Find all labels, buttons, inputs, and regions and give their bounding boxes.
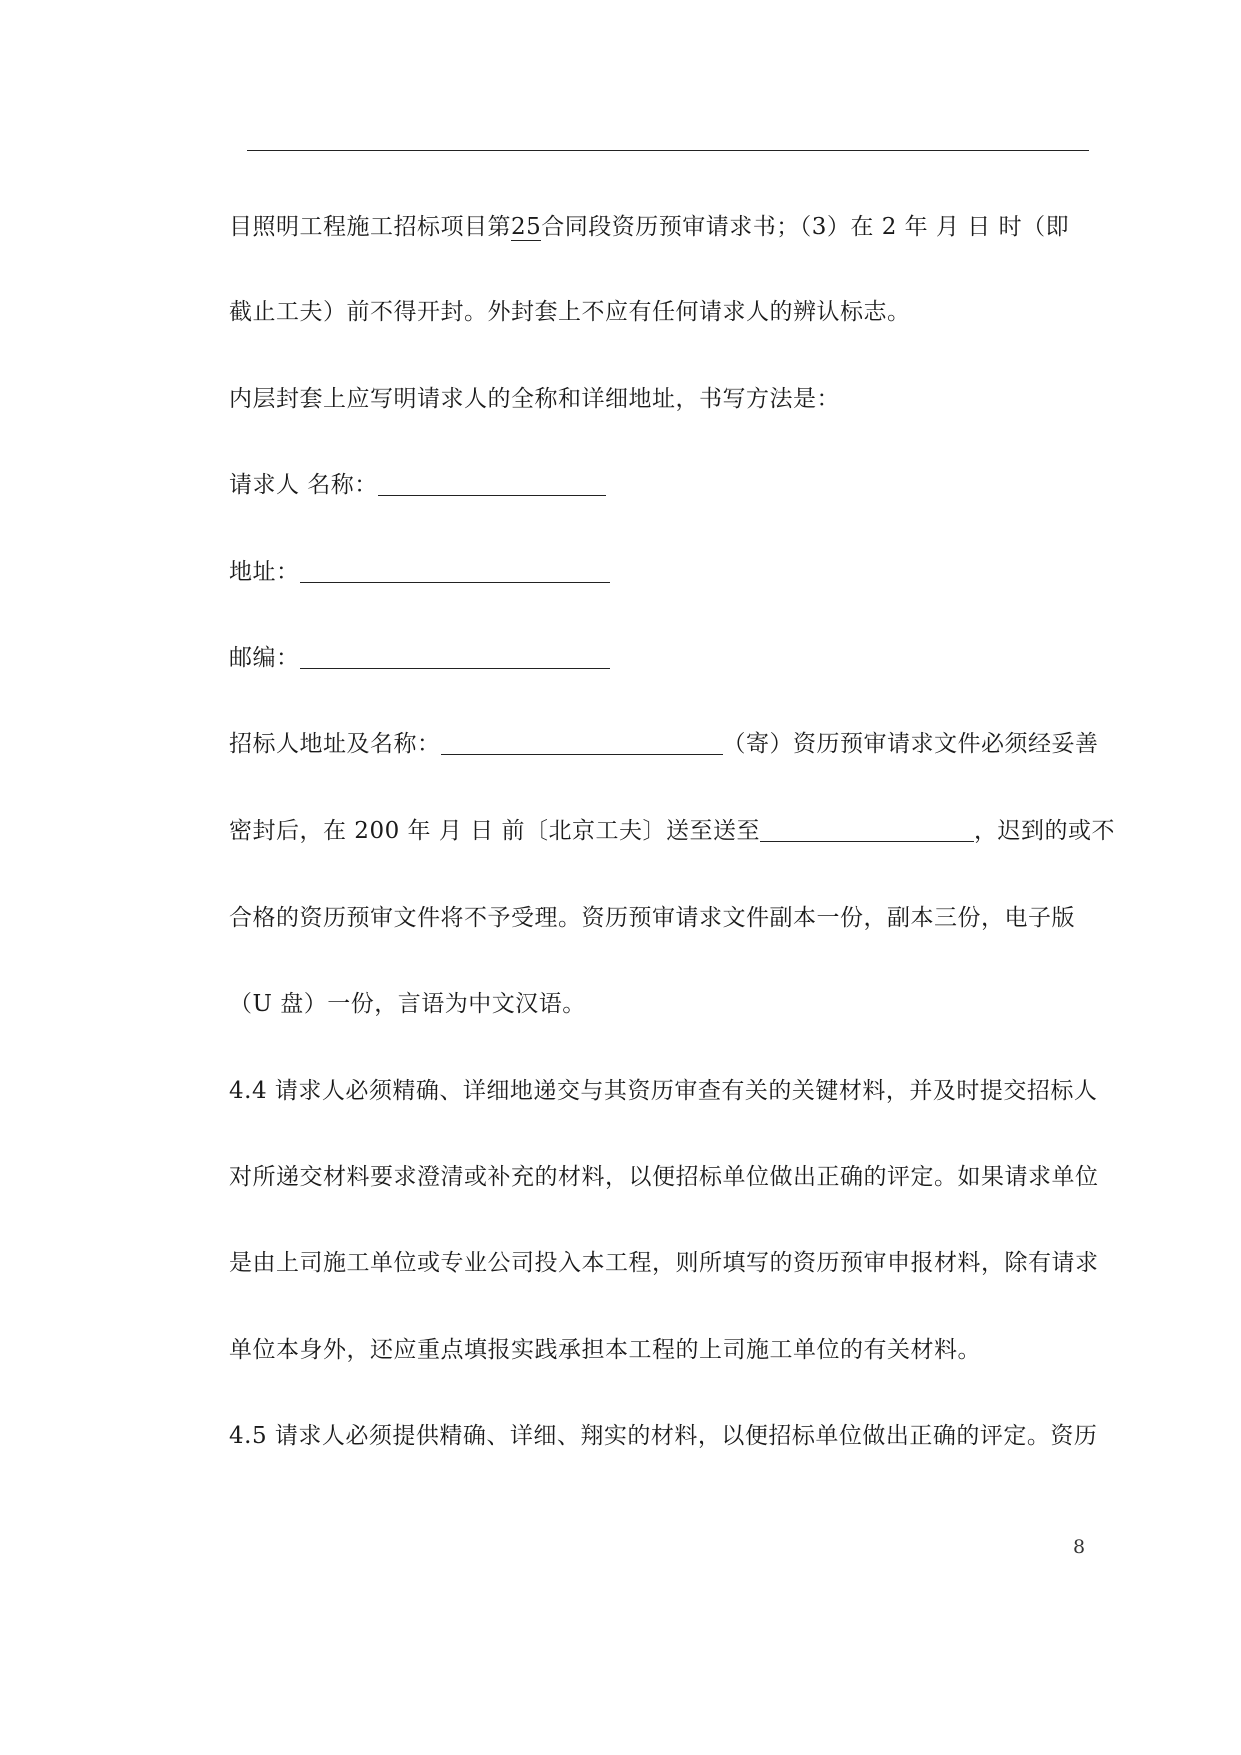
clause-4-4-line-3: 是由上司施工单位或专业公司投入本工程，则所填写的资历预审申报材料，除有请求 <box>229 1250 1099 1276</box>
applicant-name-blank <box>378 473 606 496</box>
text-line-3: 内层封套上应写明请求人的全称和详细地址，书写方法是： <box>229 386 840 412</box>
text-line-9: 合格的资历预审文件将不予受理。资历预审请求文件副本一份，副本三份，电子版 <box>229 905 1075 931</box>
text-line-1 <box>229 212 1069 242</box>
line-8-start: 密封后，在 200 年 月 日 前〔北京工夫〕送至送至 <box>229 818 760 844</box>
clause-4-5-line-1: 4.5 请求人必须提供精确、详细、翔实的材料，以便招标单位做出正确的评定。资历 <box>229 1423 1098 1449</box>
line-7-end: （寄）资历预审请求文件必须经妥善 <box>722 731 1099 757</box>
delivery-location-blank <box>760 819 974 842</box>
address-blank <box>300 560 610 583</box>
clause-4-4-line-4: 单位本身外，还应重点填报实践承担本工程的上司施工单位的有关材料。 <box>229 1337 981 1363</box>
address-label: 地址： <box>229 559 300 585</box>
applicant-name-row <box>229 470 606 500</box>
contract-section-number: 25 <box>511 214 542 240</box>
clause-4-4-line-1: 4.4 请求人必须精确、详细地递交与其资历审查有关的关键材料，并及时提交招标人 <box>229 1078 1098 1104</box>
clause-4-4-line-2: 对所递交材料要求澄清或补充的材料，以便招标单位做出正确的评定。如果请求单位 <box>229 1164 1099 1190</box>
line-1-end: 合同段资历预审请求书；（3）在 2 年 月 日 时（即 <box>541 214 1070 240</box>
text-line-10: （U 盘）一份，言语为中文汉语。 <box>229 991 586 1017</box>
postcode-label: 邮编： <box>229 645 300 671</box>
applicant-name-label: 请求人 名称： <box>229 472 378 498</box>
header-rule <box>247 150 1089 151</box>
text-line-7 <box>229 729 1099 759</box>
postcode-row <box>229 643 610 673</box>
tenderer-address-label: 招标人地址及名称： <box>229 731 441 757</box>
tenderer-address-blank <box>441 732 723 755</box>
address-row <box>229 557 610 587</box>
text-line-2: 截止工夫）前不得开封。外封套上不应有任何请求人的辨认标志。 <box>229 299 911 325</box>
page-number: 8 <box>1073 1536 1086 1558</box>
text-line-8 <box>229 816 1115 846</box>
postcode-blank <box>300 646 610 669</box>
line-1-start: 目照明工程施工招标项目第 <box>229 214 511 240</box>
line-8-end: ，迟到的或不 <box>973 818 1115 844</box>
